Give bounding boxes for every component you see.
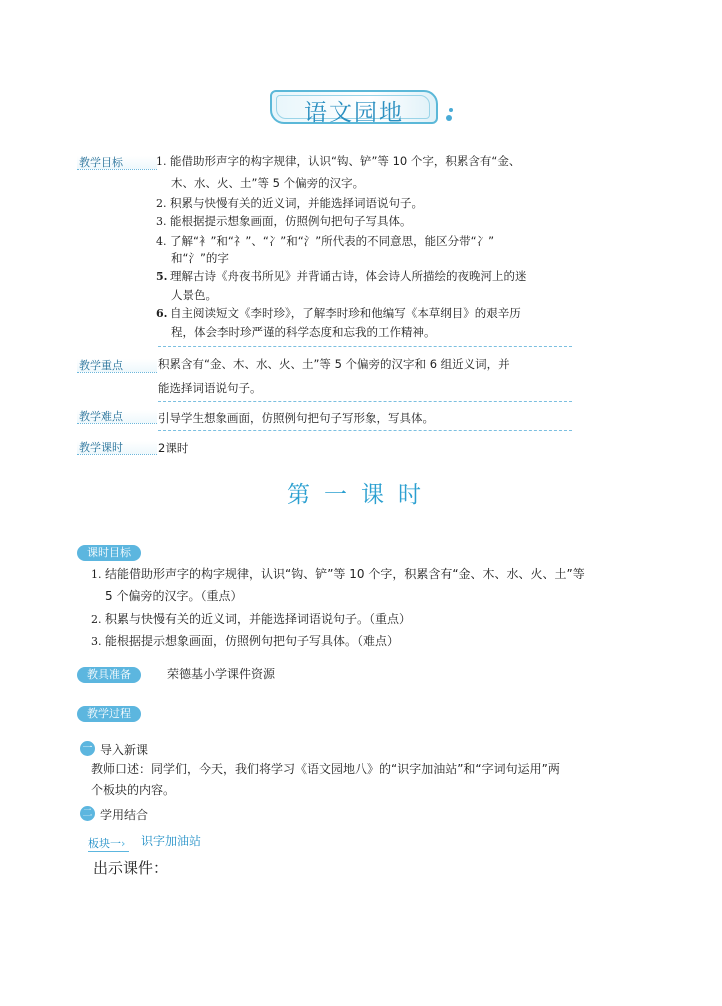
lesson-goal-item: 2. 积累与快慢有关的近义词，并能选择词语说句子。（重点） [91, 612, 412, 626]
prep-value: 荣德基小学课件资源 [167, 667, 276, 681]
difficulty-label: 教学难点 [77, 410, 157, 424]
goal-item-cont: 程，体会李时珍严谨的科学态度和忘我的工作精神。 [171, 325, 436, 339]
goal-item-cont: 人景色。 [171, 288, 217, 302]
show-courseware-text: 出示课件： [93, 859, 169, 877]
goal-item: 5. 理解古诗《舟夜书所见》并背诵古诗，体会诗人所描绘的夜晚河上的迷 [156, 269, 527, 283]
divider [158, 346, 572, 347]
decorative-dots-icon [443, 108, 457, 124]
goal-item: 1. 能借助形声字的构字规律，认识“钩、铲”等 10 个字，积累含有“金、 [156, 154, 521, 168]
hours-value: 2课时 [158, 441, 189, 455]
goal-item: 2. 积累与快慢有关的近义词，并能选择词语说句子。 [156, 196, 423, 210]
lesson-goal-item-cont: 5 个偏旁的汉字。（重点） [105, 589, 243, 603]
section-title: 学用结合 [100, 808, 149, 822]
chevron-right-icon: › [121, 837, 126, 850]
section-title: 导入新课 [100, 743, 149, 757]
goal-item: 6. 自主阅读短文《李时珍》，了解李时珍和他编写《本草纲目》的艰辛历 [156, 306, 521, 320]
divider [158, 401, 572, 402]
lesson-goals-label: 课时目标 [77, 545, 141, 561]
goal-item: 4. 了解“衤”和“礻”、“冫”和“氵”所代表的不同意思，能区分带“冫” [156, 234, 495, 248]
block-title: 识字加油站 [141, 834, 202, 848]
process-label: 教学过程 [77, 706, 141, 722]
difficulty-text: 引导学生想象画面，仿照例句把句子写形象，写具体。 [158, 411, 434, 425]
divider [158, 430, 572, 431]
lesson-goal-item: 1. 结能借助形声字的构字规律，认识“钩、铲”等 10 个字，积累含有“金、木、水、火、土”等 [91, 567, 585, 581]
title-banner [270, 90, 438, 124]
key-label: 教学重点 [77, 359, 157, 373]
lesson-title: 第一课时 [287, 482, 435, 508]
section-text-cont: 个板块的内容。 [91, 783, 176, 797]
page-title: 语文园地 [304, 100, 404, 126]
section-number-badge: 一 [80, 741, 95, 756]
goal-item: 3. 能根据提示想象画面，仿照例句把句子写具体。 [156, 214, 412, 228]
goal-item-cont: 和“氵”的字 [171, 251, 229, 265]
section-number-badge: 二 [80, 806, 95, 821]
goals-label: 教学目标 [77, 156, 157, 170]
key-text: 积累含有“金、木、水、火、土”等 5 个偏旁的汉字和 6 组近义词，并 [158, 357, 510, 371]
hours-label: 教学课时 [77, 441, 157, 455]
key-text-cont: 能选择词语说句子。 [158, 381, 262, 395]
block-tag: 板块一› [88, 835, 129, 852]
lesson-goal-item: 3. 能根据提示想象画面，仿照例句把句子写具体。（难点） [91, 634, 400, 648]
goal-item-cont: 木、水、火、土”等 5 个偏旁的汉字。 [171, 176, 365, 190]
section-text: 教师口述：同学们，今天，我们将学习《语文园地八》的“识字加油站”和“字词句运用”两 [91, 762, 560, 776]
prep-label: 教具准备 [77, 667, 141, 683]
